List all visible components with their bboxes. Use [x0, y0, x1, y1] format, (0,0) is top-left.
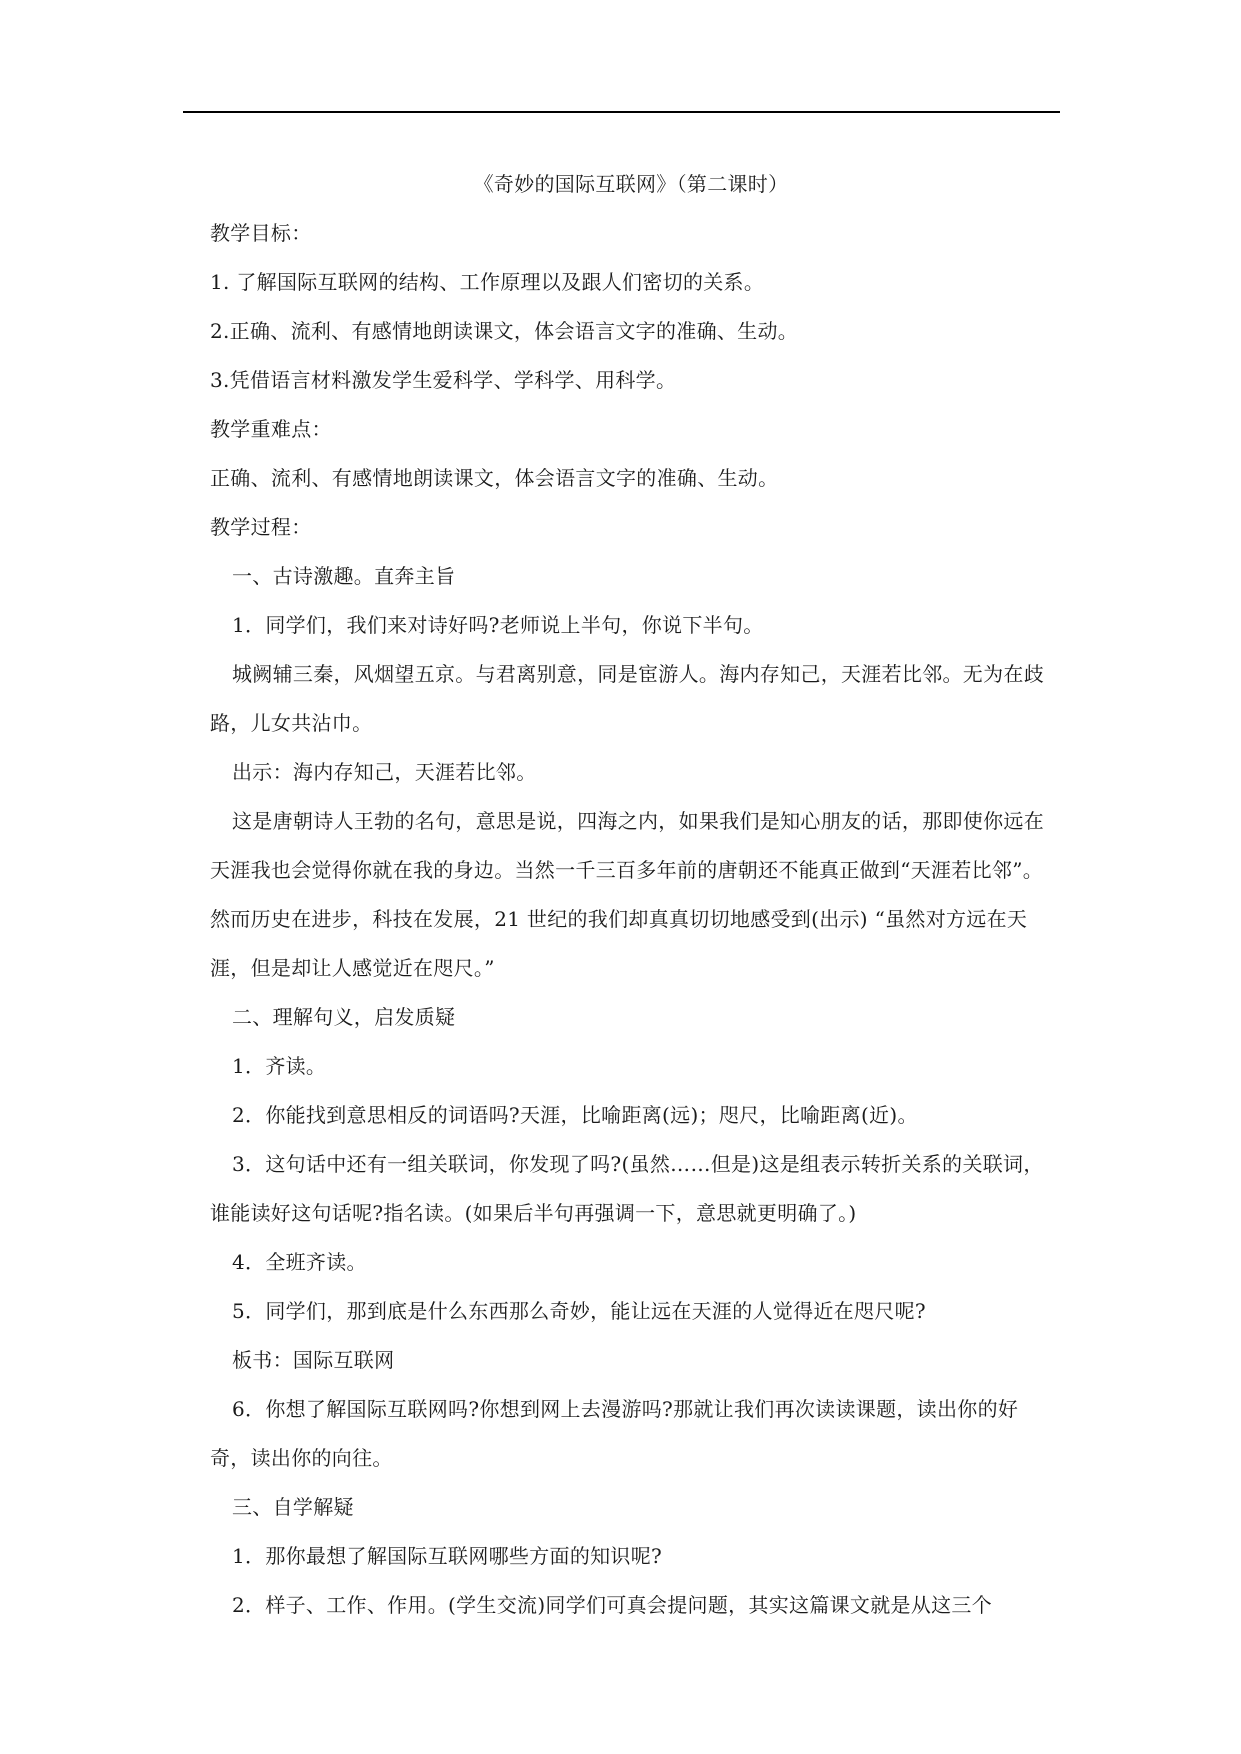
- header-rule: [183, 111, 1060, 113]
- paragraph: 出示：海内存知己，天涯若比邻。: [232, 760, 537, 784]
- paragraph: 2.正确、流利、有感情地朗读课文，体会语言文字的准确、生动。: [210, 319, 799, 343]
- document-body: [210, 160, 1052, 1630]
- paragraph: 教学过程：: [210, 515, 312, 539]
- paragraph: 正确、流利、有感情地朗读课文，体会语言文字的准确、生动。: [210, 466, 779, 490]
- paragraph: 二、理解句义，启发质疑: [232, 1005, 456, 1029]
- paragraph: 3.凭借语言材料激发学生爱科学、学科学、用科学。: [210, 368, 677, 392]
- paragraph: 1．同学们，我们来对诗好吗?老师说上半句，你说下半句。: [232, 613, 764, 637]
- paragraph: 5．同学们，那到底是什么东西那么奇妙，能让远在天涯的人觉得近在咫尺呢?: [232, 1299, 926, 1323]
- paragraph: 教学重难点：: [210, 417, 332, 441]
- paragraph: 2．样子、工作、作用。(学生交流)同学们可真会提问题，其实这篇课文就是从这三个: [232, 1593, 993, 1617]
- paragraph: 1．那你最想了解国际互联网哪些方面的知识呢?: [232, 1544, 663, 1568]
- paragraph: 3．这句话中还有一组关联词，你发现了吗?(虽然……但是)这是组表示转折关系的关联词，谁能读好这句话呢?指名读。(如果后半句再强调一下，意思就更明确了。): [210, 1152, 1044, 1225]
- paragraph-list: [210, 209, 1052, 1630]
- paragraph: 一、古诗激趣。直奔主旨: [232, 564, 456, 588]
- paragraph: 三、自学解疑: [232, 1495, 354, 1519]
- paragraph: 2．你能找到意思相反的词语吗?天涯，比喻距离(远)；咫尺，比喻距离(近)。: [232, 1103, 918, 1127]
- paragraph: 教学目标：: [210, 221, 312, 245]
- paragraph: 这是唐朝诗人王勃的名句，意思是说，四海之内，如果我们是知心朋友的话，那即使你远在天涯我也会觉得你就在我的身边。当然一千三百多年前的唐朝还不能真正做到“天涯若比邻”。然而历史在进步，科技在发展，21 世纪的我们却真真切切地感受到(出示) “虽然对方远在天涯，但是却让人感觉近在咫尺。”: [210, 809, 1044, 980]
- paragraph: 6．你想了解国际互联网吗?你想到网上去漫游吗?那就让我们再次读读课题，读出你的好奇，读出你的向往。: [210, 1397, 1019, 1470]
- document-title: 《奇妙的国际互联网》（第二课时）: [473, 172, 789, 196]
- paragraph: 城阙辅三秦，风烟望五京。与君离别意，同是宦游人。海内存知己，天涯若比邻。无为在歧路，儿女共沾巾。: [210, 662, 1044, 735]
- paragraph: 1. 了解国际互联网的结构、工作原理以及跟人们密切的关系。: [210, 270, 765, 294]
- paragraph: 1．齐读。: [232, 1054, 327, 1078]
- paragraph: 4．全班齐读。: [232, 1250, 367, 1274]
- paragraph: 板书：国际互联网: [232, 1348, 395, 1372]
